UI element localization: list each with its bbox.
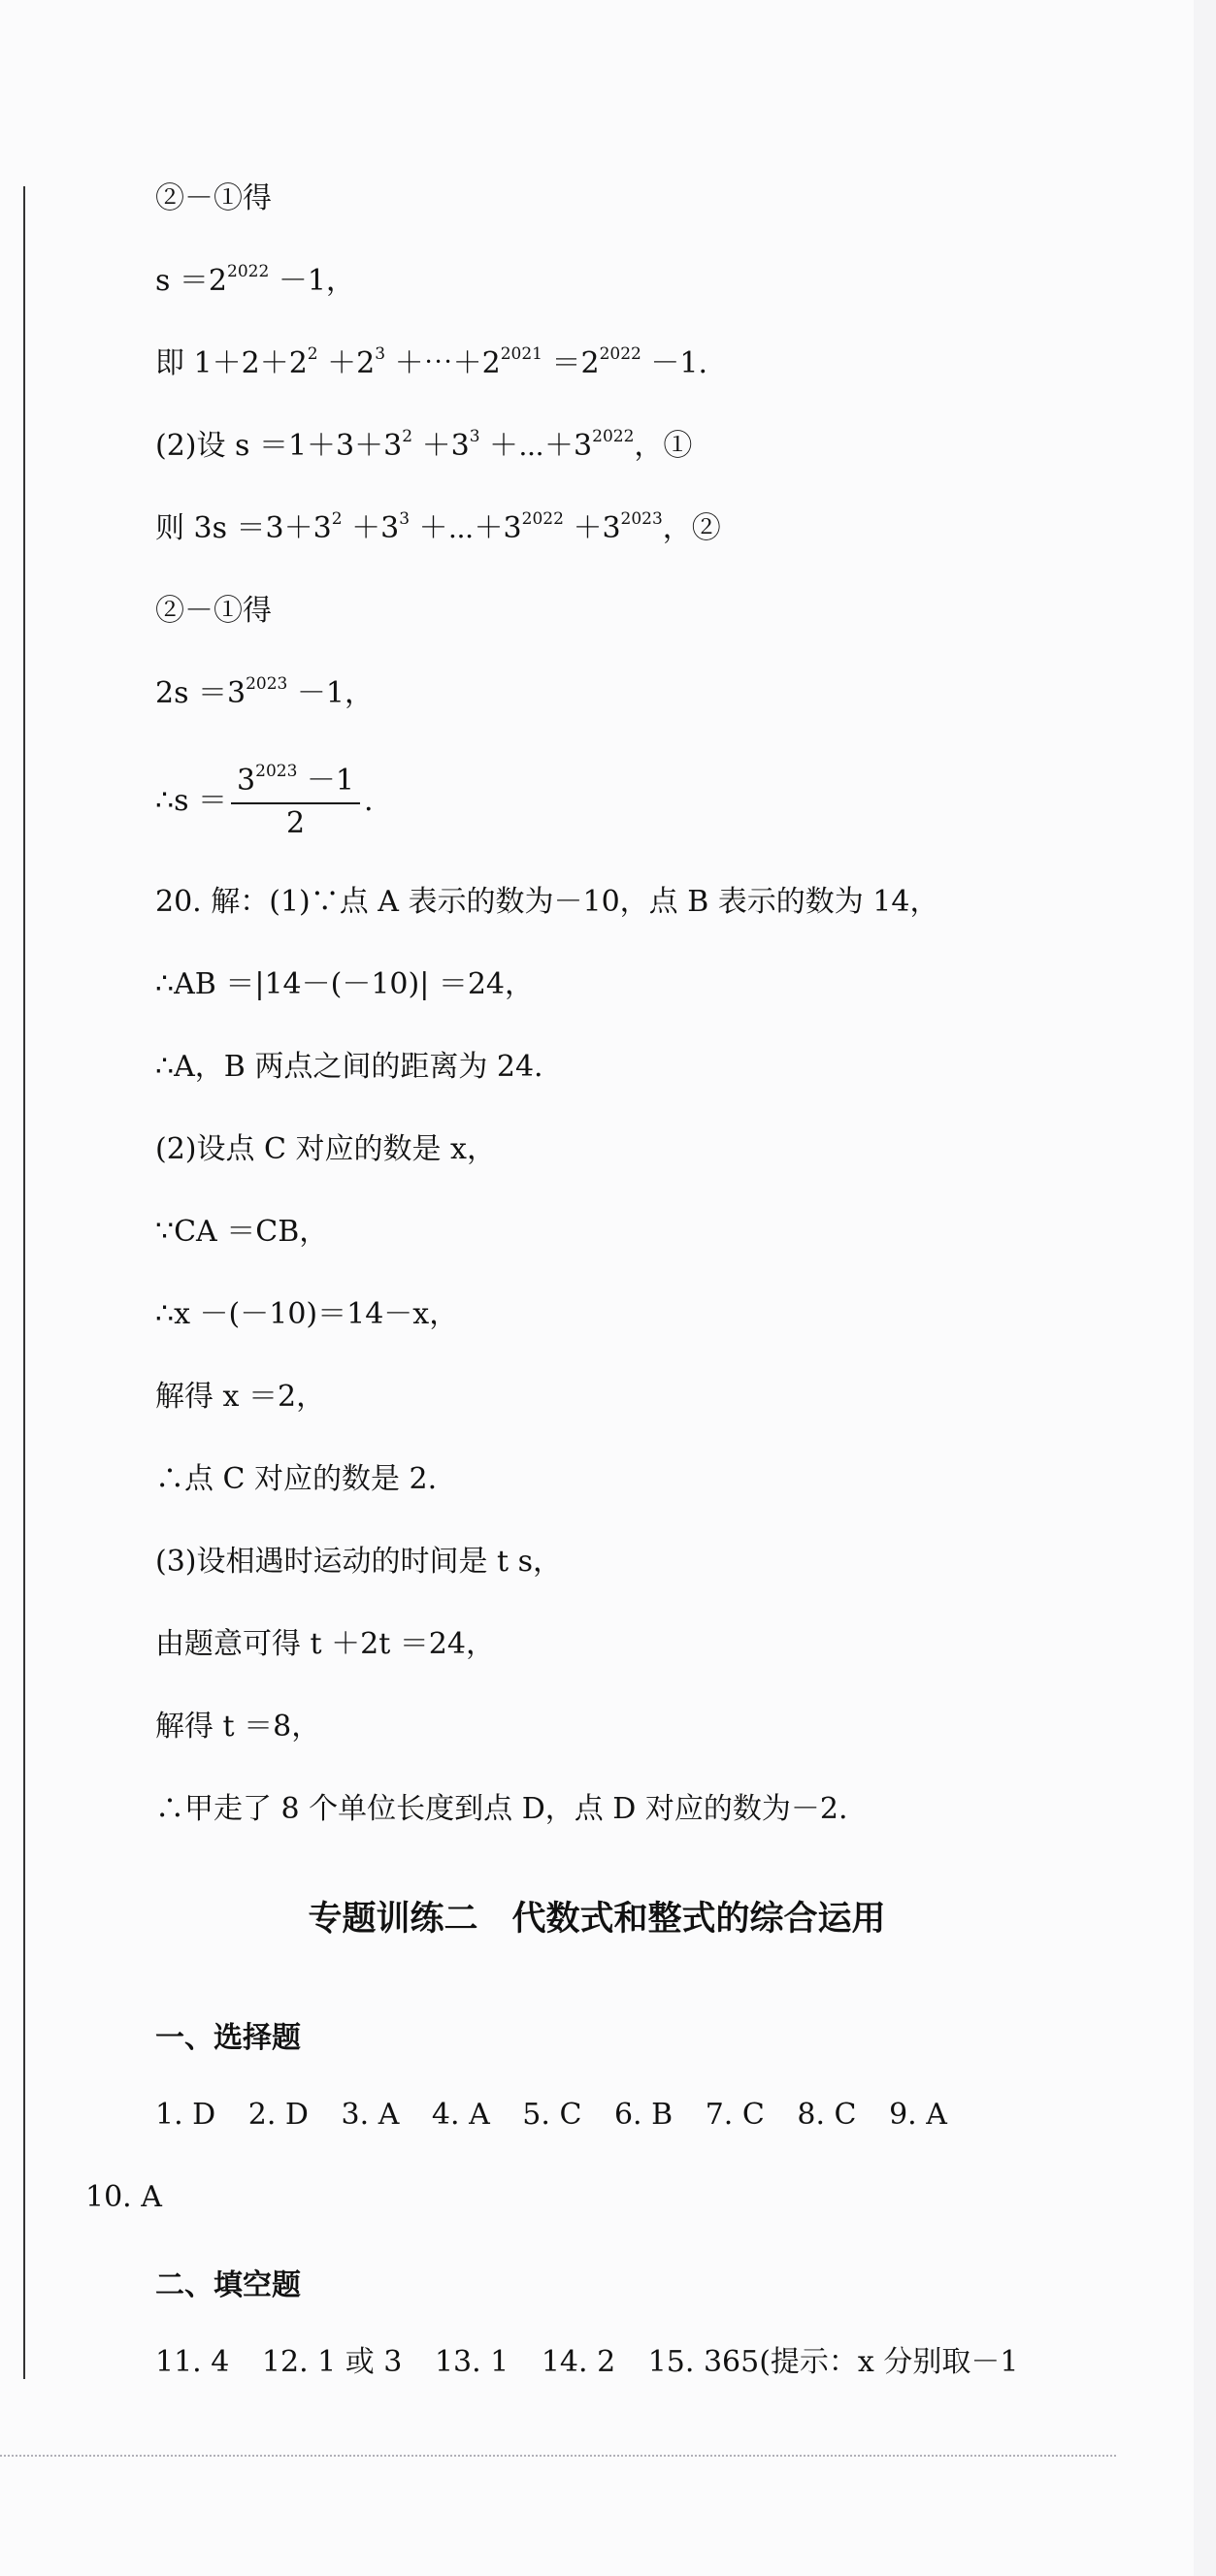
answer-item: 13. 1 — [434, 2345, 509, 2379]
fraction: $\frac{3^{2023} -1}{2}$ — [231, 762, 360, 843]
math-line: 则 $3s =3+3^2 +3^3$ $+\cdots+3^{2022} +3^{2023}$，② — [155, 509, 721, 545]
fill-answers — [155, 2343, 1041, 2382]
answer-item: 8. C — [797, 2098, 857, 2132]
math-line: (2)设 $s =1+3+3^2 +3^3$ $+\cdots+3^{2022}$，① — [155, 427, 693, 463]
text-line: 解得 x ＝2， — [155, 1380, 326, 1414]
answer-item: 11. 4 — [155, 2345, 230, 2379]
text-line: ∴A，B 两点之间的距离为 24. — [155, 1050, 543, 1084]
text-line: ∴点 C 对应的数是 2. — [155, 1462, 438, 1496]
text-line: (3)设相遇时运动的时间是 t s， — [155, 1545, 563, 1579]
text-line: ∴AB ＝|14－(－10)| ＝24， — [155, 967, 535, 1001]
fraction-line: ∴s ＝ $\frac{3^{2023} -1}{2}$ . — [155, 762, 374, 843]
text-line: ∵CA ＝CB， — [155, 1215, 329, 1249]
text-line: (2)设点 C 对应的数是 x， — [155, 1132, 496, 1166]
answer-item: 5. C — [522, 2098, 582, 2132]
text-line: 解得 t ＝8， — [155, 1710, 321, 1744]
answer-item: 7. C — [705, 2098, 765, 2132]
text-line: 由题意可得 t ＋2t ＝24， — [155, 1627, 495, 1661]
text-line: ②－①得 — [155, 594, 272, 628]
math-line: $2s =3^{2023} -1$， — [155, 674, 374, 710]
text-line: ∴x －(－10)＝14－x， — [155, 1297, 459, 1331]
answer-item: 14. 2 — [541, 2345, 616, 2379]
answer-item: 12. 1 或 3 — [261, 2345, 403, 2379]
section-heading: 专题训练二 代数式和整式的综合运用 — [308, 1900, 886, 1939]
answer-item: 6. B — [613, 2098, 674, 2132]
math-line: 即 $1+2+2^2 +2^3$ $+\cdots+2^{2021} =2^{2022} -1$. — [155, 344, 708, 380]
dotted-separator — [0, 2455, 1116, 2457]
text-line: 20. 解：(1)∵点 A 表示的数为－10，点 B 表示的数为 14， — [155, 885, 939, 919]
left-margin-rule — [23, 186, 25, 2379]
answer-item: 9. A — [889, 2098, 947, 2132]
choice-answers — [155, 2096, 970, 2135]
answer-item: 15. 365(提示：x 分别取－1 — [647, 2345, 1019, 2379]
answer-item: 4. A — [431, 2098, 490, 2132]
answer-item: 10. A — [85, 2180, 162, 2214]
fill-section-title: 二、填空题 — [155, 2268, 301, 2302]
choice-section-title: 一、选择题 — [155, 2021, 301, 2055]
answer-item: 2. D — [247, 2098, 309, 2132]
text-line: ②－①得 — [155, 181, 272, 215]
answer-item: 1. D — [155, 2098, 216, 2132]
math-line: $s =2^{2022} -1$， — [155, 262, 355, 298]
answer-item: 3. A — [341, 2098, 400, 2132]
text-line: ∴甲走了 8 个单位长度到点 D，点 D 对应的数为－2. — [155, 1792, 848, 1826]
